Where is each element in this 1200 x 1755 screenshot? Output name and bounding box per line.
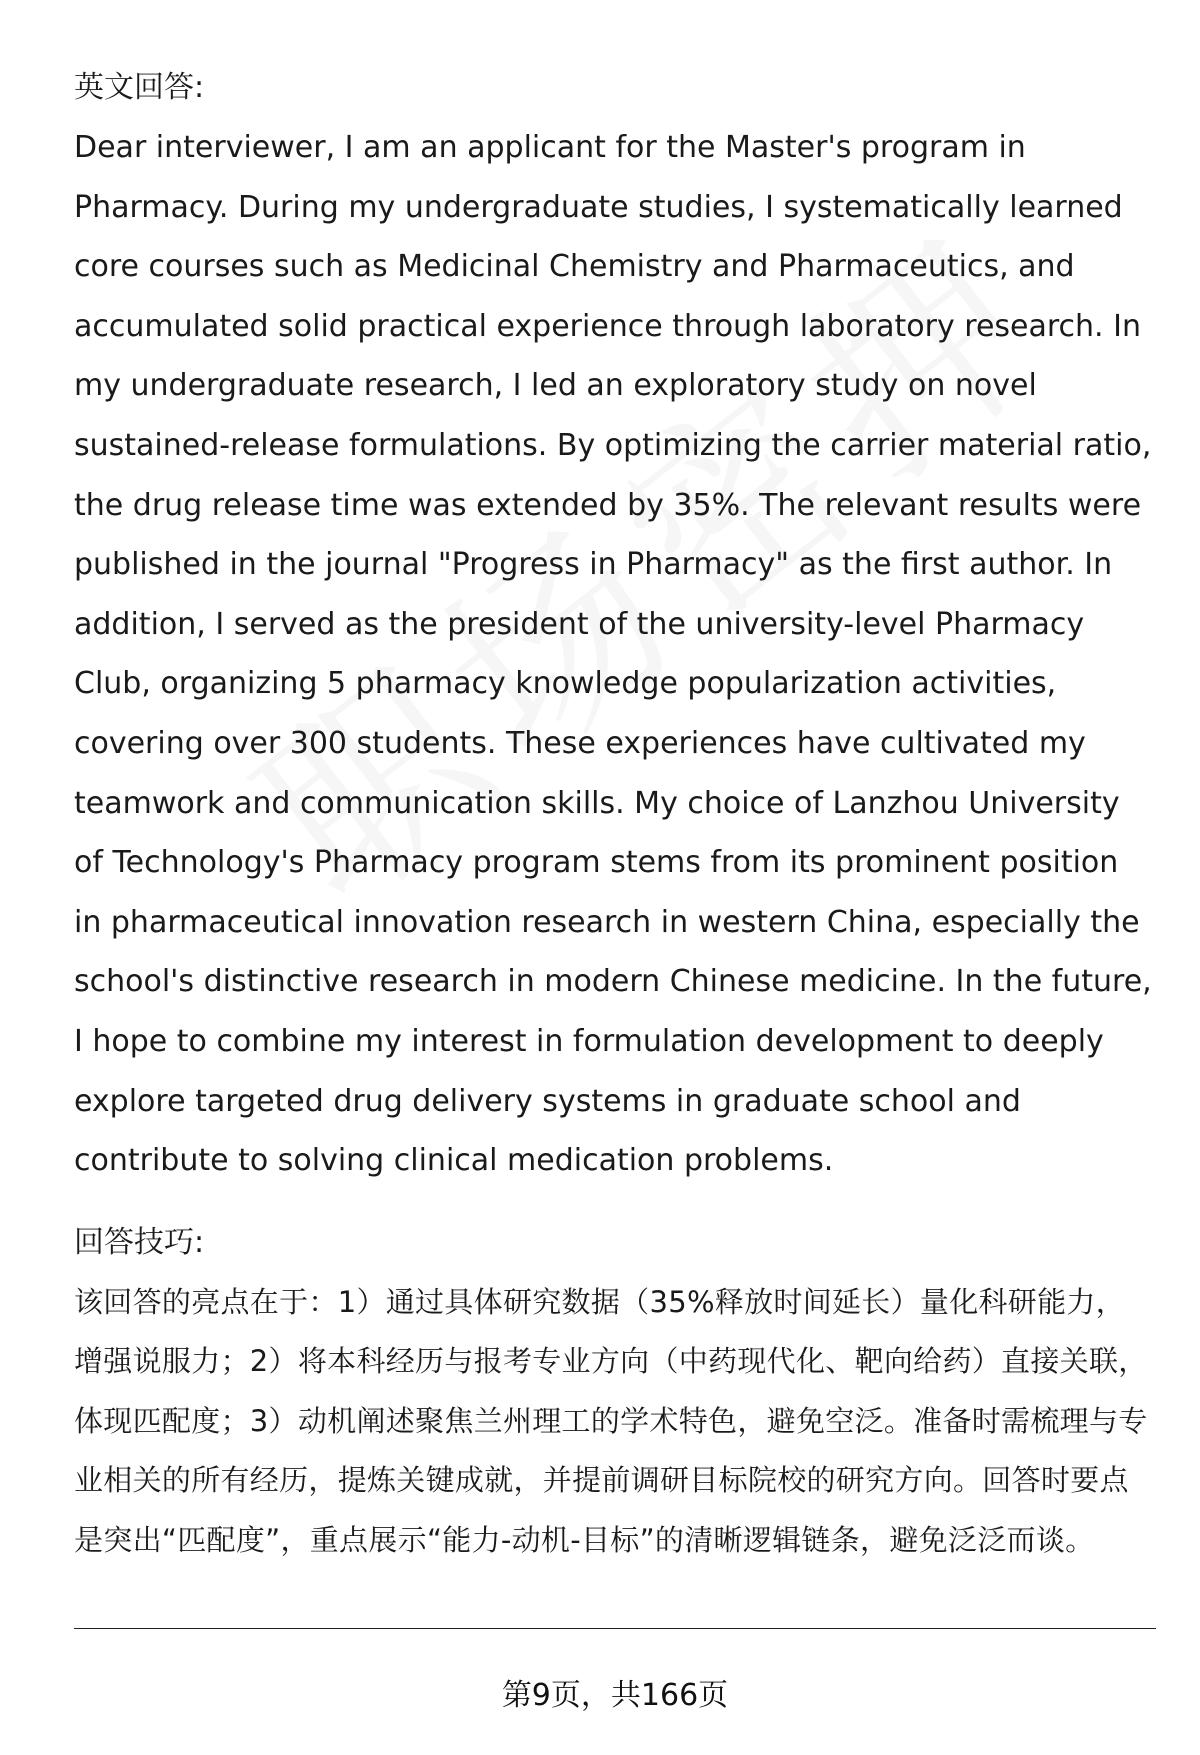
footer-divider <box>74 1628 1156 1629</box>
tips-heading: 回答技巧: <box>74 1224 205 1260</box>
section-spacer <box>74 1191 1154 1213</box>
document-page <box>74 58 1154 1571</box>
tips-text: 该回答的亮点在于：1）通过具体研究数据（35%释放时间延长）量化科研能力，增强说服力；2）将本科经历与报考专业方向（中药现代化、靶向给药）直接关联，体现匹配度；3）动机阐述聚焦兰州理工的学术特色，避免空泛。准备时需梳理与专业相关的所有经历，提炼关键成就，并提前调研目标院校的研究方向。回答时要点是突出“匹配度”，重点展示“能力-动机-目标”的清晰逻辑链条，避免泛泛而谈。 <box>74 1284 1148 1558</box>
english-answer-heading: 英文回答: <box>74 70 205 105</box>
page-number: 第9页，共166页 <box>501 1678 729 1713</box>
english-answer-text: Dear interviewer, I am an applicant for the Master's program in Pharmacy. During my undergraduate studies, I systematically learned core courses such as Medicinal Chemistry and Pharmaceutics, and accumulated solid practical experience through laboratory research. In my undergraduate research, I led an exploratory study on novel sustained-release formulations. By optimizing the carrier material ratio, the drug release time was extended by 35%. The relevant results were published in the journal "Progress in Pharmacy" as the first author. In addition, I served as the president of the university-level Pharmacy Club, organizing 5 pharmacy knowledge popularization activities, covering over 300 students. These experiences have cultivated my teamwork and communication skills. My choice of Lanzhou University of Technology's Pharmacy program stems from its prominent position in pharmaceutical innovation research in western China, especially the school's distinctive research in modern Chinese medicine. In the future, I hope to combine my interest in formulation development to deeply explore targeted drug delivery systems in graduate school and contribute to solving clinical medication problems. <box>74 130 1152 1179</box>
